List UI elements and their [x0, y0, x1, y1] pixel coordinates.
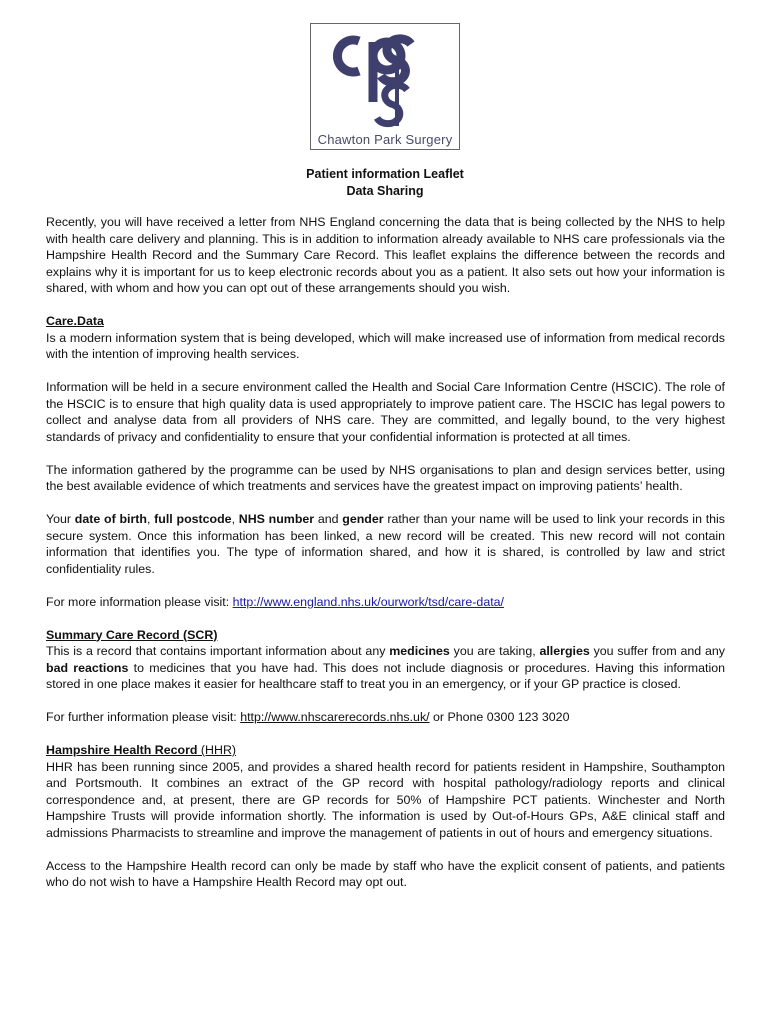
- hhr-heading-abbrev: (HHR): [197, 743, 237, 757]
- bold-full-postcode: full postcode: [154, 512, 232, 526]
- care-data-paragraph-2: Information will be held in a secure environment called the Health and Social Care Information Centre (HSCIC). The role of the HSCIC is to ensure that high quality data is used appropriately to improve patient care. The HSCIC has legal powers to collect and analyse data from all providers of NHS care. They are committed, and legally bound, to the very highest standards of privacy and confidentiality to ensure that your confidential information is protected at all times.: [46, 380, 725, 444]
- hhr-paragraph-1: HHR has been running since 2005, and provides a shared health record for patients resident in Hampshire, Southampton and Portsmouth. It combines an extract of the GP record with hospital pathology/radiology reports and clinical correspondence and, at present, there are GP records for 50% of Hampshire PCT patients. Winchester and North Hampshire Trusts will provide information shortly. The information is used by Out-of-Hours GPs, A&E clinical staff and admissions Pharmacists to streamline and improve the management of patients in out of hours and emergency situations.: [46, 759, 725, 840]
- logo-caption: Chawton Park Surgery: [317, 132, 453, 147]
- text-span: and: [314, 512, 343, 526]
- care-data-more-info: [46, 594, 725, 611]
- phone-text: or Phone 0300 123 3020: [429, 710, 570, 724]
- text-span: Your: [46, 512, 75, 526]
- bold-bad-reactions: bad reactions: [46, 660, 129, 675]
- text-span: rather than your name will be used to link your records in this secure system. Once this information has been linked, a new record will be created. This new record will not contain information that identifies you. The type of information shared, and how it is shared, is controlled by law and strict confidentiality rules.: [46, 512, 725, 576]
- intro-paragraph: Recently, you will have received a letter from NHS England concerning the data that is being collected by the NHS to help with health care delivery and planning. This is in addition to information already available to NHS care professionals via the Hampshire Health Record and the Summary Care Record. This leaflet explains the difference between the records and explains why it is important for us to keep electronic records about you as a patient. It also sets out how your information is shared, with whom and how you can opt out of these arrangements should you wish.: [46, 215, 725, 295]
- care-data-heading: Care.Data: [46, 314, 104, 328]
- more-info-label: For more information please visit:: [46, 594, 233, 609]
- title-line-1: Patient information Leaflet: [306, 167, 464, 181]
- bold-nhs-number: NHS number: [238, 512, 315, 526]
- cps-logo-icon: [311, 24, 461, 134]
- text-span: ,: [146, 512, 155, 526]
- text-span: to medicines that you have had. This does not include diagnosis or procedures. Having this information stored in one place makes it easier for healthcare staff to treat you in an emergency, or if your GP practice is closed.: [46, 660, 725, 691]
- care-data-paragraph-1: Is a modern information system that is being developed, which will make increased use of information from medical records with the intention of improving health services.: [46, 330, 725, 361]
- title-line-2: Data Sharing: [346, 184, 424, 198]
- page-title: [0, 166, 770, 200]
- text-span: This is a record that contains important information about any: [46, 644, 390, 658]
- scr-further-info: [46, 709, 725, 726]
- hhr-section: [46, 742, 725, 891]
- text-span: you are taking,: [449, 644, 540, 658]
- bold-allergies: allergies: [539, 644, 590, 658]
- scr-link[interactable]: http://www.nhscarerecords.nhs.uk/: [240, 710, 430, 724]
- text-span: ,: [231, 512, 239, 526]
- leaflet-body: [46, 214, 725, 907]
- text-span: you suffer from and any: [589, 644, 725, 658]
- practice-logo: [310, 23, 460, 150]
- scr-heading: Summary Care Record (SCR): [46, 627, 218, 642]
- bold-gender: gender: [342, 512, 384, 526]
- care-data-paragraph-3: The information gathered by the programme can be used by NHS organisations to plan and design services better, using the best available evidence of which treatments and services have the greatest impact on improving patients’ health.: [46, 462, 725, 493]
- hhr-heading-text: Hampshire Health Record: [46, 743, 198, 757]
- care-data-paragraph-4: [46, 511, 725, 577]
- bold-medicines: medicines: [389, 644, 450, 658]
- further-info-label: For further information please visit:: [46, 710, 241, 724]
- care-data-section: [46, 313, 725, 610]
- hhr-paragraph-2: Access to the Hampshire Health record can only be made by staff who have the explicit consent of patients, and patients who do not wish to have a Hampshire Health Record may opt out.: [46, 858, 725, 889]
- bold-date-of-birth: date of birth: [74, 512, 147, 526]
- hhr-heading: [46, 742, 725, 759]
- scr-paragraph: [46, 643, 725, 693]
- care-data-link[interactable]: http://www.england.nhs.uk/ourwork/tsd/care-data/: [232, 594, 504, 609]
- scr-section: [46, 627, 725, 726]
